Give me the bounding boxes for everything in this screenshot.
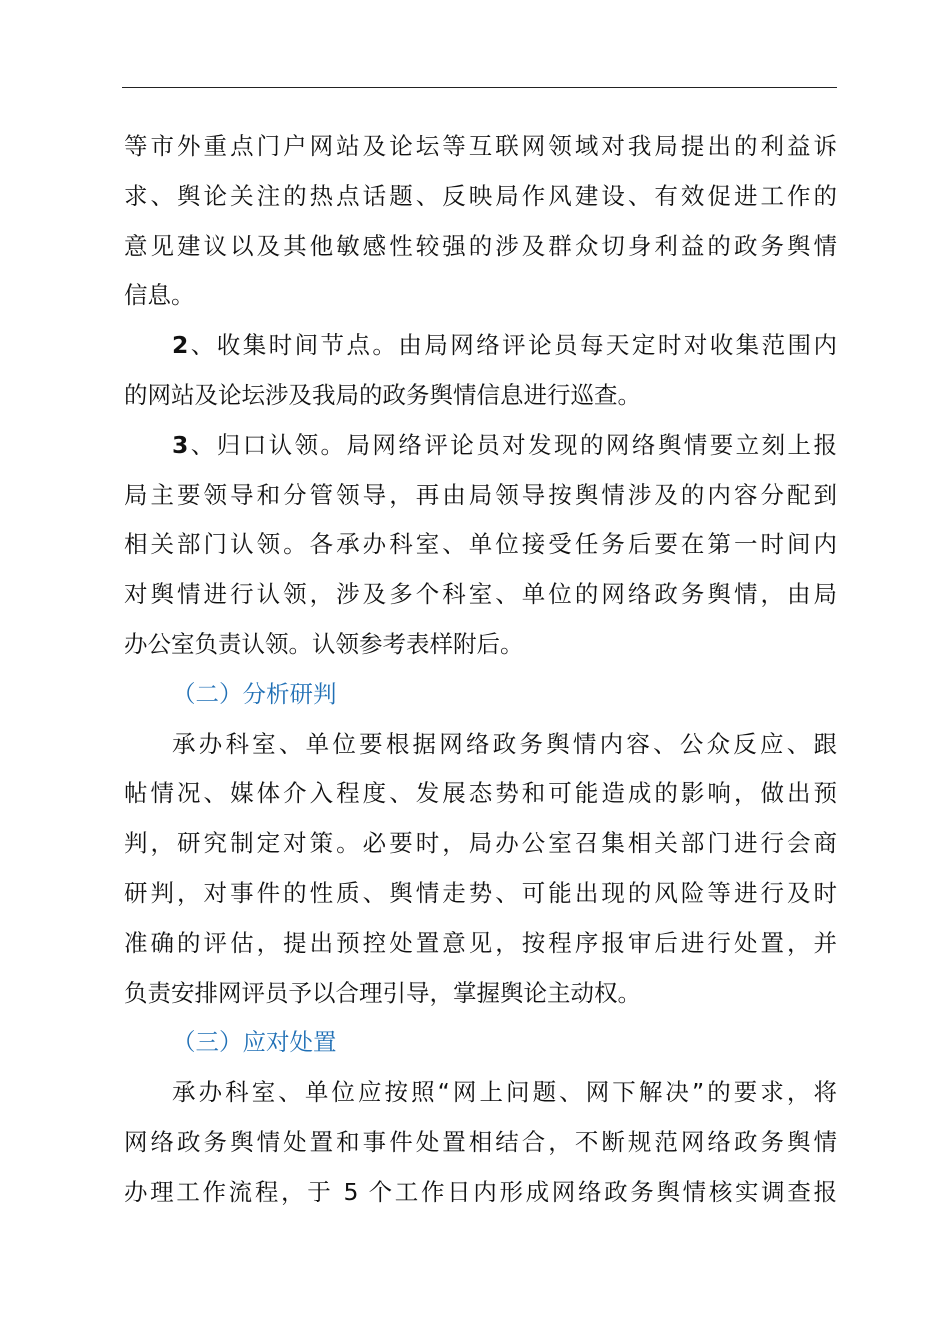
text-line: 负责安排网评员予以合理引导，掌握舆论主动权。 xyxy=(124,978,641,1007)
text-line: 办公室负责认领。认领参考表样附后。 xyxy=(124,629,524,658)
item-collection-time xyxy=(124,321,837,421)
paragraph-continued xyxy=(124,122,837,321)
text-line xyxy=(124,321,837,371)
item-text: 、归口认领。局网络评论员对发现的网络舆情要立刻上报 xyxy=(188,430,837,459)
text-line: 研判，对事件的性质、舆情走势、可能出现的风险等进行及时 xyxy=(124,878,837,907)
text-line: 网络政务舆情处置和事件处置相结合，不断规范网络政务舆情 xyxy=(124,1127,837,1156)
text-line: 求、舆论关注的热点话题、反映局作风建设、有效促进工作的 xyxy=(124,181,837,210)
item-number: 3 xyxy=(172,430,189,459)
item-text: 、收集时间节点。由局网络评论员每天定时对收集范围内 xyxy=(188,331,837,360)
text-line: 准确的评估，提出预控处置意见，按程序报审后进行处置，并 xyxy=(124,928,837,957)
text-line: 相关部门认领。各承办科室、单位接受任务后要在第一时间内 xyxy=(124,530,837,559)
text-line: 意见建议以及其他敏感性较强的涉及群众切身利益的政务舆情 xyxy=(124,231,837,260)
section-heading: （二）分析研判 xyxy=(172,679,337,708)
text-line: 局主要领导和分管领导，再由局领导按舆情涉及的内容分配到 xyxy=(124,480,837,509)
item-number: 2 xyxy=(172,331,189,360)
text-line: 承办科室、单位应按照“网上问题、网下解决”的要求，将 xyxy=(172,1078,837,1107)
text-line: 的网站及论坛涉及我局的政务舆情信息进行巡查。 xyxy=(124,380,641,409)
text-line: 帖情况、媒体介入程度、发展态势和可能造成的影响，做出预 xyxy=(124,779,837,808)
text-line: 对舆情进行认领，涉及多个科室、单位的网络政务舆情，由局 xyxy=(124,580,837,609)
document-body xyxy=(124,122,837,1218)
section-heading: （三）应对处置 xyxy=(172,1028,337,1057)
text-line: 等市外重点门户网站及论坛等互联网领域对我局提出的利益诉 xyxy=(124,132,837,160)
text-line xyxy=(124,421,837,471)
section-analysis xyxy=(124,670,837,1019)
text-line: 承办科室、单位要根据网络政务舆情内容、公众反应、跟 xyxy=(172,729,837,758)
text-line: 信息。 xyxy=(124,281,195,310)
section-response xyxy=(124,1018,837,1217)
text-line: 办理工作流程，于 5 个工作日内形成网络政务舆情核实调查报 xyxy=(124,1177,837,1206)
header-rule xyxy=(122,87,837,88)
text-line: 判，研究制定对策。必要时，局办公室召集相关部门进行会商 xyxy=(124,829,837,858)
item-claim xyxy=(124,421,837,670)
